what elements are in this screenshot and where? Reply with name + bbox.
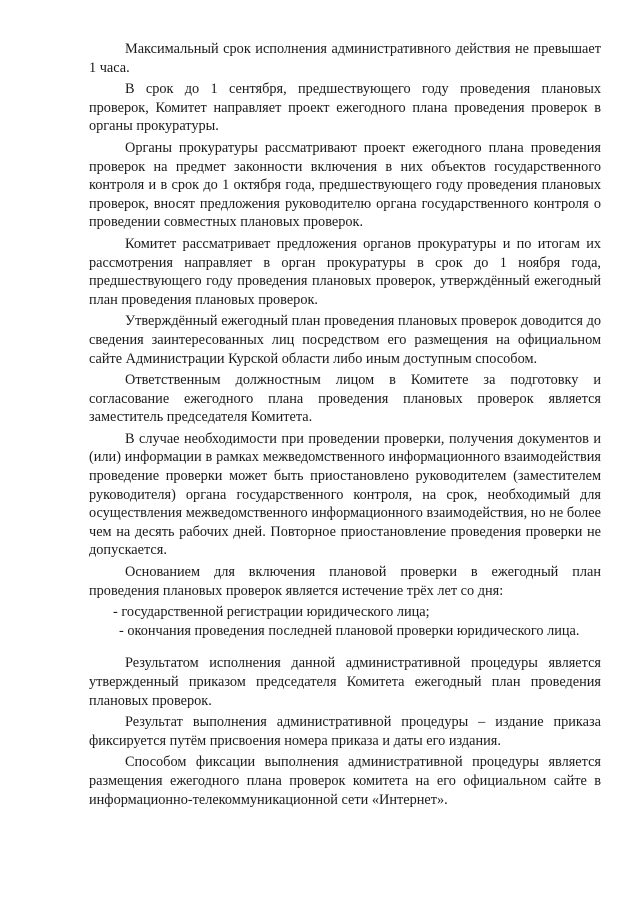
paragraph: Результатом исполнения данной административной процедуры является утвержденный приказом председателя Комитета ежегодный план проведения плановых проверок.: [89, 655, 601, 709]
paragraph: Результат выполнения административной процедуры – издание приказа фиксируется путём присвоения номера приказа и даты его издания.: [89, 714, 601, 749]
list-item: - окончания проведения последней плановой проверки юридического лица.: [119, 622, 580, 639]
paragraph: Комитет рассматривает предложения органов прокуратуры и по итогам их рассмотрения направляет в орган прокуратуры в срок до 1 ноября года, предшествующего году проведения плановых проверок, утверждённый ежегодный план проведения плановых проверок.: [89, 235, 601, 308]
list-item: - государственной регистрации юридического лица;: [113, 604, 430, 621]
paragraph: Ответственным должностным лицом в Комитете за подготовку и согласование ежегодного плана проведения плановых проверок является заместитель председателя Комитета.: [89, 372, 601, 426]
paragraph: Максимальный срок исполнения административного действия не превышает 1 часа.: [89, 41, 601, 76]
paragraph: В срок до 1 сентября, предшествующего году проведения плановых проверок, Комитет направляет проект ежегодного плана проведения проверок в органы прокуратуры.: [89, 81, 601, 135]
paragraph: Способом фиксации выполнения административной процедуры является размещения ежегодного плана проверок комитета на его официальном сайте в информационно-телекоммуникационной сети «Интернет».: [89, 754, 601, 808]
paragraph: Органы прокуратуры рассматривают проект ежегодного плана проведения проверок на предмет законности включения в них объектов государственного контроля и в срок до 1 октября года, предшествующего году проведения плановых проверок, вносят предложения руководителю органа государственного контроля о проведении совместных плановых проверок.: [89, 139, 601, 231]
paragraph: Основанием для включения плановой проверки в ежегодный план проведения плановых проверок является истечение трёх лет со дня:: [89, 564, 601, 599]
paragraph: Утверждённый ежегодный план проведения плановых проверок доводится до сведения заинтересованных лиц посредством его размещения на официальном сайте Администрации Курской области либо иным доступным способом.: [89, 313, 601, 367]
paragraph: В случае необходимости при проведении проверки, получения документов и (или) информации в рамках межведомственного информационного взаимодействия проведение проверки может быть приостановлено руководителем (заместителем руководителя) органа государственного контроля, на срок, необходимый для осуществления межведомственного информационного взаимодействия, но не более чем на десять рабочих дней. Повторное приостановление проведения проверки не допускается.: [89, 430, 601, 559]
